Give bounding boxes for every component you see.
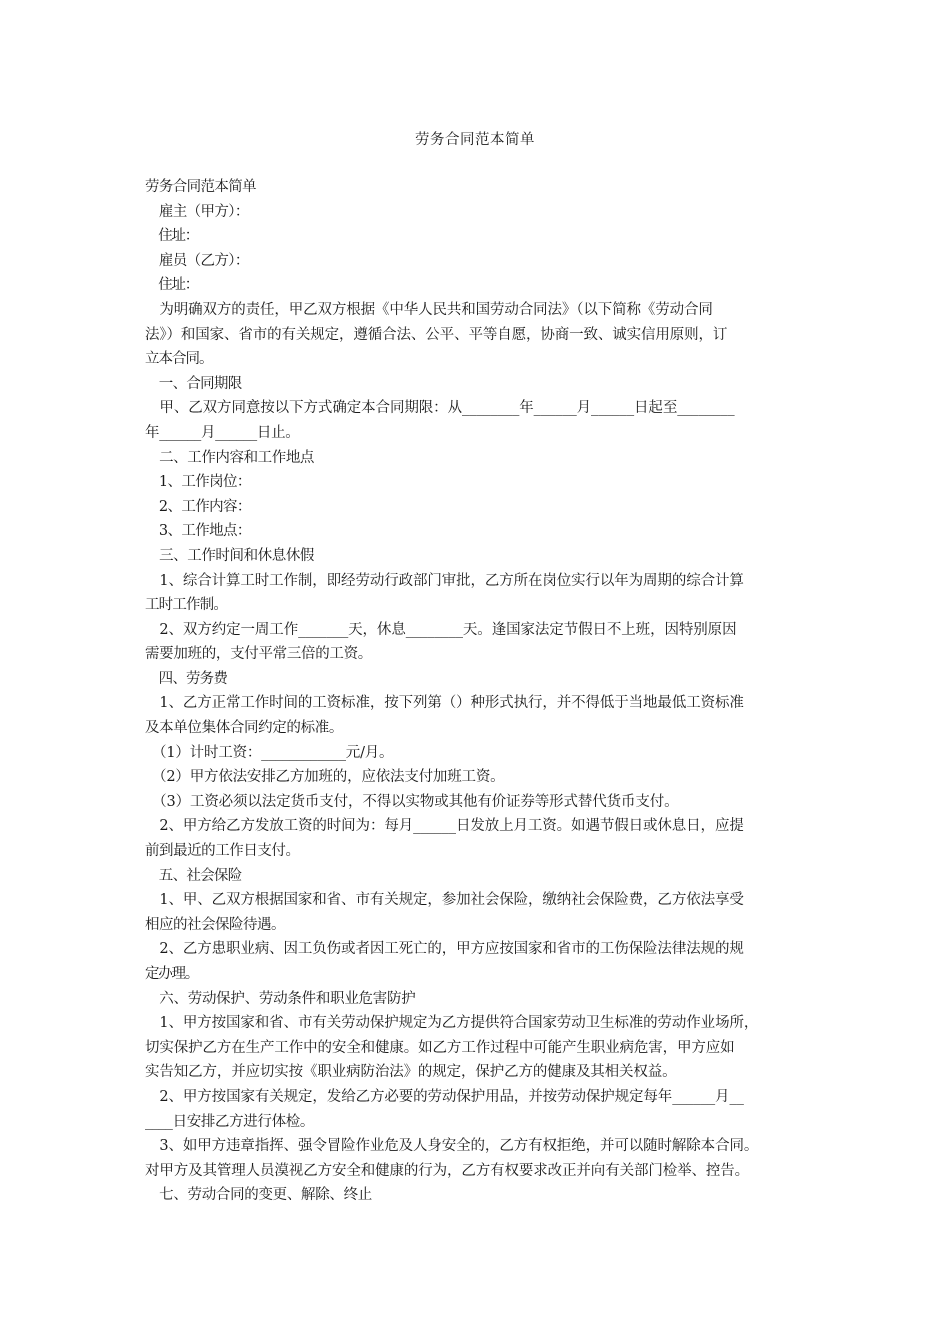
text-line: 工时工作制。 [145,597,227,614]
text-line: 七、劳动合同的变更、解除、终止 [145,1187,372,1204]
text-line: 劳务合同范本简单 [145,179,256,195]
text-line: 1、乙方正常工作时间的工资标准，按下列第（）种形式执行，并不得低于当地最低工资标准 [145,695,744,712]
text-line: 及本单位集体合同约定的标准。 [145,720,343,737]
text-line: 定办理。 [145,966,198,982]
text-line: 1、综合计算工时工作制，即经劳动行政部门审批，乙方所在岗位实行以年为周期的综合计算 [145,572,744,589]
text-line: 为明确双方的责任，甲乙双方根据《中华人民共和国劳动合同法》（以下简称《劳动合同 [145,301,713,318]
text-line: 2、甲方按国家有关规定，发给乙方必要的劳动保护用品，并按劳动保护规定每年______月__ [145,1088,744,1105]
text-line: 对甲方及其管理人员漠视乙方安全和健康的行为，乙方有权要求改正并向有关部门检举、控告。 [145,1162,749,1179]
text-line: 实告知乙方，并应切实按《职业病防治法》的规定，保护乙方的健康及其相关权益。 [145,1064,677,1081]
text-line: 切实保护乙方在生产工作中的安全和健康。如乙方工作过程中可能产生职业病危害，甲方应如 [145,1039,735,1056]
text-line: 年______月______日止。 [145,424,300,441]
text-line: 3、工作地点： [145,523,251,540]
text-line: 四、劳务费 [145,670,227,687]
text-line: 雇员（乙方）： [145,252,249,269]
text-line: （2）甲方依法安排乙方加班的，应依法支付加班工资。 [145,769,505,786]
text-line: 二、工作内容和工作地点 [145,449,314,466]
text-line: 甲、乙双方同意按以下方式确定本合同期限：从________年______月______日起至________ [145,400,735,417]
text-line: 立本合同。 [145,351,213,368]
text-line: 1、甲、乙双方根据国家和省、市有关规定，参加社会保险，缴纳社会保险费，乙方依法享受 [145,892,744,909]
text-line: 3、如甲方违章指挥、强令冒险作业危及人身安全的，乙方有权拒绝，并可以随时解除本合同。 [145,1138,759,1155]
text-line: 五、社会保险 [145,867,242,884]
text-line: 一、合同期限 [145,375,242,392]
text-line: 雇主（甲方）： [145,203,249,220]
text-line: 相应的社会保险待遇。 [145,916,285,933]
text-line: 2、乙方患职业病、因工负伤或者因工死亡的，甲方应按国家和省市的工伤保险法律法规的规 [145,941,744,958]
text-line: 六、劳动保护、劳动条件和职业危害防护 [145,990,416,1007]
text-line: 2、工作内容： [145,498,251,515]
text-line: 2、双方约定一周工作_______天，休息________天。逢国家法定节假日不上班，因特别原因 [145,621,737,638]
text-line: ____日安排乙方进行体检。 [145,1113,314,1130]
text-line: 2、甲方给乙方发放工资的时间为：每月______日发放上月工资。如遇节假日或休息日，应提 [145,818,744,835]
text-line: 住址： [145,228,198,245]
text-line: 需要加班的，支付平常三倍的工资。 [145,646,372,663]
text-line: 1、工作岗位： [145,474,251,491]
text-line: 前到最近的工作日支付。 [145,843,300,860]
text-line: 法》）和国家、省市的有关规定，遵循合法、公平、平等自愿，协商一致、诚实信用原则，订 [145,326,728,343]
document-title: 劳务合同范本简单 [415,132,535,148]
text-line: （1）计时工资：____________元/月。 [145,744,394,761]
text-line: 1、甲方按国家和省、市有关劳动保护规定为乙方提供符合国家劳动卫生标准的劳动作业场所， [145,1015,759,1032]
text-line: 三、工作时间和休息休假 [145,547,314,564]
text-line: 住址： [145,277,198,294]
document-body [145,175,815,1208]
text-line: （3）工资必须以法定货币支付，不得以实物或其他有价证券等形式替代货币支付。 [145,793,679,810]
